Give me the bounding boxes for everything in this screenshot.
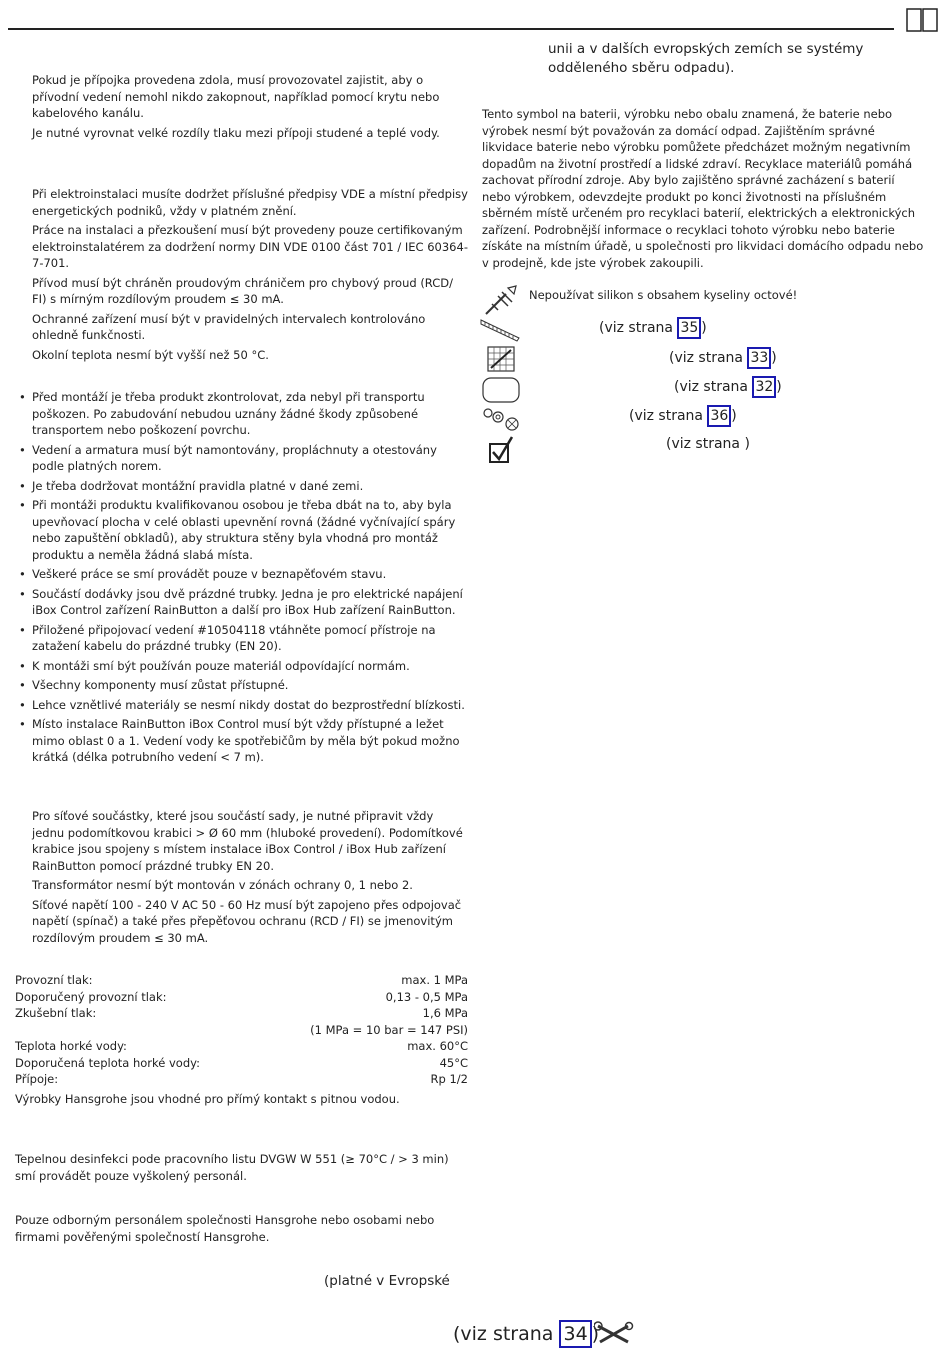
page-reference-34[interactable] [453,1320,599,1348]
silicone-gun-icon [484,284,518,316]
list-item: • Před montáží je třeba produkt zkontrolovat, zda nebyl při transportu poškozen. Po zabudování nebudou uznány žádné škody způsobené transportem nebo poškození povrchu. [32,389,468,439]
paragraph: Pro síťové součástky, které jsou součástí sady, je nutné připravit vždy jednu podomítkovou krabici > Ø 60 mm (hluboké provedení). Podomítkové krabice jsou spojeny s místem instalace iBox Control / iBox Hub zařízení RainButton pomocí prázdné trubky EN 20. [32,809,463,873]
spec-value: max. 1 MPa [401,973,468,987]
spec-label: Doporučený provozní tlak: [15,989,167,1004]
list-item: • Veškeré práce se smí provádět pouze v beznapěťovém stavu. [32,566,468,583]
reference-prefix: (viz strana [666,436,745,452]
page-reference-35[interactable] [599,317,707,339]
book-icon [906,8,938,32]
page-link[interactable]: 32 [752,376,776,398]
paragraph: Pouze odborným personálem společnosti Hansgrohe nebo osobami nebo firmami pověřenými společností Hansgrohe. [15,1213,435,1244]
spec-label: Provozní tlak: [15,973,93,987]
reference-suffix: ) [771,350,777,366]
paragraph: Síťové napětí 100 - 240 V AC 50 - 60 Hz musí být zapojeno přes odpojovač napětí (spínač) a také přes přepěťovou ochranu (RCD / FI) se jmenovitým rozdílovým proudem ≤ 30 mA. [32,897,462,945]
installation-bullet-list [32,389,468,769]
spec-value: 1,6 MPa [422,1006,468,1020]
page-reference-empty[interactable] [666,435,750,453]
page-reference-36[interactable] [629,405,737,427]
spec-row [15,1005,468,1022]
rounded-rectangle-icon [482,377,520,403]
section-connection [32,72,468,144]
reference-prefix: (viz strana [453,1323,560,1345]
desinfection-text [15,1151,470,1184]
paragraph: Tepelnou desinfekci pode pracovního listu DVGW W 551 (≥ 70°C / > 3 min) smí provádět pouze vyškolený personál. [15,1152,449,1183]
spec-value: (1 MPa = 10 bar = 147 PSI) [310,1022,468,1037]
list-item: • Vedení a armatura musí být namontovány, propláchnuty a otestovány podle platných norem. [32,442,468,475]
battery-disposal-text [482,106,924,271]
paragraph: Přívod musí být chráněn proudovým chráničem pro chybový proud (RCD/ FI) s mírným rozdílovým proudem ≤ 30 mA. [32,275,453,306]
list-item: • K montáži smí být používán pouze materiál odpovídající normám. [32,658,468,675]
paragraph: Pokud je přípojka provedena zdola, musí provozovatel zajistit, aby o přívodní vedení nemohl nikdo zakopnout, například pomocí krytu nebo kabelového kanálu. [32,73,440,120]
service-text [15,1212,470,1245]
spec-value: 45°C [439,1055,468,1070]
spare-parts-icon [482,406,522,432]
paragraph: Při elektroinstalaci musíte dodržet příslušné předpisy VDE a místní předpisy energetických podniků, vždy v platném znění. [32,187,468,218]
reference-suffix: ) [776,379,782,395]
list-item: • Součástí dodávky jsou dvě prázdné trubky. Jedna je pro elektrické napájení iBox Control zařízení RainButton a další pro iBox Hub zařízení RainButton. [32,586,468,619]
spec-label: Doporučená teplota horké vody: [15,1055,200,1070]
spec-row [15,1022,468,1039]
reference-suffix: ) [744,436,750,452]
paragraph: Ochranné zařízení musí být v pravidelných intervalech kontrolováno ohledně funkčnosti. [32,311,426,342]
ce-text: (platné v Evropské [324,1273,450,1289]
spec-row [15,989,468,1006]
spec-label: Zkušební tlak: [15,1006,97,1020]
reference-suffix: ) [731,408,737,424]
checkbox-icon [488,436,514,464]
spec-row [15,1055,468,1072]
header-rule [8,28,894,30]
grid-diagram-icon [487,346,515,372]
reference-prefix: (viz strana [669,350,748,366]
reference-suffix: ) [591,1323,600,1345]
paragraph: Okolní teplota nesmí být vyšší než 50 °C. [32,347,269,362]
section-electrical [32,186,468,366]
spec-label: Přípoje: [15,1072,59,1086]
list-item: • Všechny komponenty musí zůstat přístupné. [32,677,468,694]
reference-prefix: (viz strana [629,408,708,424]
spec-value: Rp 1/2 [430,1072,468,1086]
spec-row [15,1071,468,1088]
wrench-tools-icon [591,1320,634,1348]
spec-note: Výrobky Hansgrohe jsou vhodné pro přímý kontakt s pitnou vodou. [15,1091,400,1106]
list-item: • Je třeba dodržovat montážní pravidla platné v dané zemi. [32,478,468,495]
spec-value: 0,13 - 0,5 MPa [385,989,468,1004]
reference-prefix: (viz strana [674,379,753,395]
page-link[interactable]: 35 [677,317,701,339]
silicone-warning: Nepoužívat silikon s obsahem kyseliny octové! [529,288,798,302]
list-item: • Lehce vznětlivé materiály se nesmí nikdy dostat do bezprostřední blízkosti. [32,697,468,714]
spec-label: Teplota horké vody: [15,1039,127,1053]
technical-data-table [15,972,468,1107]
page-link[interactable]: 36 [707,405,731,427]
list-item: • Při montáži produktu kvalifikovanou osobou je třeba dbát na to, aby byla upevňovací plocha v celé oblasti upevnění rovná (žádné vyčnívající spáry nebo zapuštění obkladů), aby struktura stěny byla vhodná pro montáž produktu a neměla žádná slabá místa. [32,497,468,563]
paragraph: Práce na instalaci a přezkoušení musí být provedeny pouze certifikovaným elektroinstalatérem za dodržení normy DIN VDE 0100 část 701 / IEC 60364-7-701. [32,223,468,270]
paragraph: Je nutné vyrovnat velké rozdíly tlaku mezi přípoji studené a teplé vody. [32,125,440,140]
list-item: • Místo instalace RainButton iBox Control musí být vždy přístupné a ležet mimo oblast 0 a 1. Vedení vody ke spotřebičům by měla být pokud možno krátká (délka potrubního vedení < 7 m). [32,716,468,766]
paragraph: Tento symbol na baterii, výrobku nebo obalu znamená, že baterie nebo výrobek nesmí být považován za domácí odpad. Zajištěním správné likvidace baterie nebo výrobku pomůžete předcházet možným negativním dopadům na životní prostředí a lidské zdraví. Recyklace materiálů pomáhá zachovat přírodní zdroje. Aby bylo zajištěno správné zacházení s baterií nebo výrobkem, odevzdejte produkt po konci životnosti na příslušném sběrném místě určeném pro recyklaci baterií, elektrických a elektronických zařízení. Podrobnější informace o recyklaci tohoto výrobku nebo baterie získáte na místním úřadě, u společnosti pro likvidaci domácího odpadu nebo v prodejně, kde jste výrobek zakoupili. [482,107,924,270]
spec-row [15,1038,468,1055]
reference-suffix: ) [701,320,707,336]
ruler-icon [480,318,520,342]
continuation-text: unii a v dalších evropských zemích se systémy odděleného sběru odpadu). [548,41,864,76]
spec-value: max. 60°C [407,1039,468,1053]
page-link[interactable]: 33 [747,347,771,369]
reference-prefix: (viz strana [599,320,678,336]
section-power-supply [32,808,468,949]
page-reference-33[interactable] [669,347,777,369]
list-item: • Přiložené připojovací vedení #10504118 vtáhněte pomocí přístroje na zatažení kabelu do prázdné trubky (EN 20). [32,622,468,655]
page-link[interactable]: 34 [559,1320,591,1348]
spec-row [15,972,468,989]
page-reference-32[interactable] [674,376,782,398]
paragraph: Transformátor nesmí být montován v zónách ochrany 0, 1 nebo 2. [32,878,413,892]
